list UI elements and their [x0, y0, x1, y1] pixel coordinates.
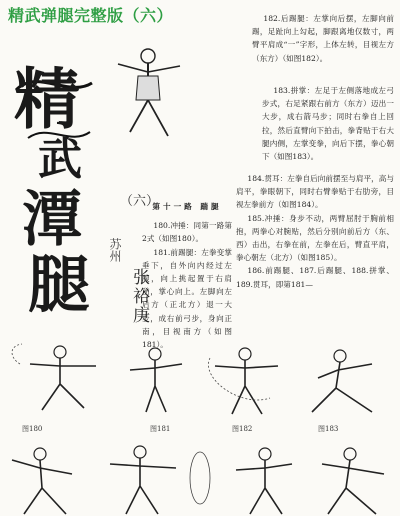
figure-182-illustration — [208, 348, 278, 414]
figure-label-183: 图183 — [318, 425, 339, 433]
figure-180-illustration — [12, 344, 96, 410]
author-name: 张裕庚 — [129, 268, 149, 325]
paragraph: 183.拼掌：左足于左侧落地成左弓步式，右足紧跟右前方（东方）迈出一大步，成右箭马步；同时右拳自上回拉，然后直臂向下拍击，拳背贴于右大腿内侧，左掌变拳，向后下摆，拳心朝下（如图183）。 — [262, 86, 394, 162]
paragraph: 184.贯耳：左拳自后向前摆至与肩平，高与肩平，拳眼朝下，同时右臂拳贴于右肋旁，目视左拳前方（如图184）。 — [236, 174, 394, 210]
right-text-column — [252, 12, 394, 65]
hero-figure-illustration — [98, 40, 198, 150]
part-number: （六） — [120, 194, 160, 209]
figure-row-1 — [0, 338, 400, 428]
figure-label-181: 图181 — [150, 425, 171, 433]
figure-label-182: 图182 — [232, 425, 253, 433]
paragraph: 185.冲捶：身步不动，两臂屈肘于胸前相抱，两拳心对腕贴，然后分别向前后方（东、西）击出，右拳在前，左拳在后，臂直平肩，拳心朝左（北方）（如图185）。 — [236, 213, 394, 263]
title-char-4: 腿 — [28, 248, 91, 321]
left-text-column — [142, 196, 232, 351]
figure-181-illustration — [130, 348, 182, 412]
figure-186-illustration — [236, 448, 292, 514]
figure-row-2 — [0, 438, 400, 516]
banner-title: 精武弹腿完整版（六） — [8, 5, 174, 25]
section-heading: 第十一路 踹腿 — [152, 202, 222, 211]
author-location: 苏州 — [108, 238, 122, 262]
paragraph: 186.前踢腿、187.后踢腿、188.拼掌、189.贯耳，即第181— — [236, 266, 394, 289]
paragraph: 181.前踢腿：左拳变掌垂下，自外向内经过左腹，向上挑起置于右肩前，掌心向上。左脚向左后方（正北方）退一大步，成右前弓步，身向正南，目视南方（如图181）。 — [142, 247, 232, 350]
figure-185-illustration — [110, 446, 210, 514]
title-char-3: 潭 — [22, 185, 82, 255]
right-text-column-3 — [236, 172, 394, 291]
paragraph: 182.后踢腿：左掌向后摆，左脚向前踢，足趾向上勾起，脚跟离地仅数寸，两臂平肩成“一”字形，上体左转，目视左方（东方）（如图182）。 — [252, 14, 394, 63]
title-char-1: 精 — [14, 60, 80, 138]
title-char-2: 武 — [38, 134, 82, 185]
figure-183-illustration — [312, 350, 372, 412]
figure-187-illustration — [322, 448, 384, 514]
figure-184-illustration — [12, 448, 72, 514]
figure-label-180: 图180 — [22, 425, 43, 433]
paragraph: 180.冲捶：同第一路第2式（如图180）。 — [142, 221, 232, 244]
right-text-column-2 — [262, 84, 394, 163]
